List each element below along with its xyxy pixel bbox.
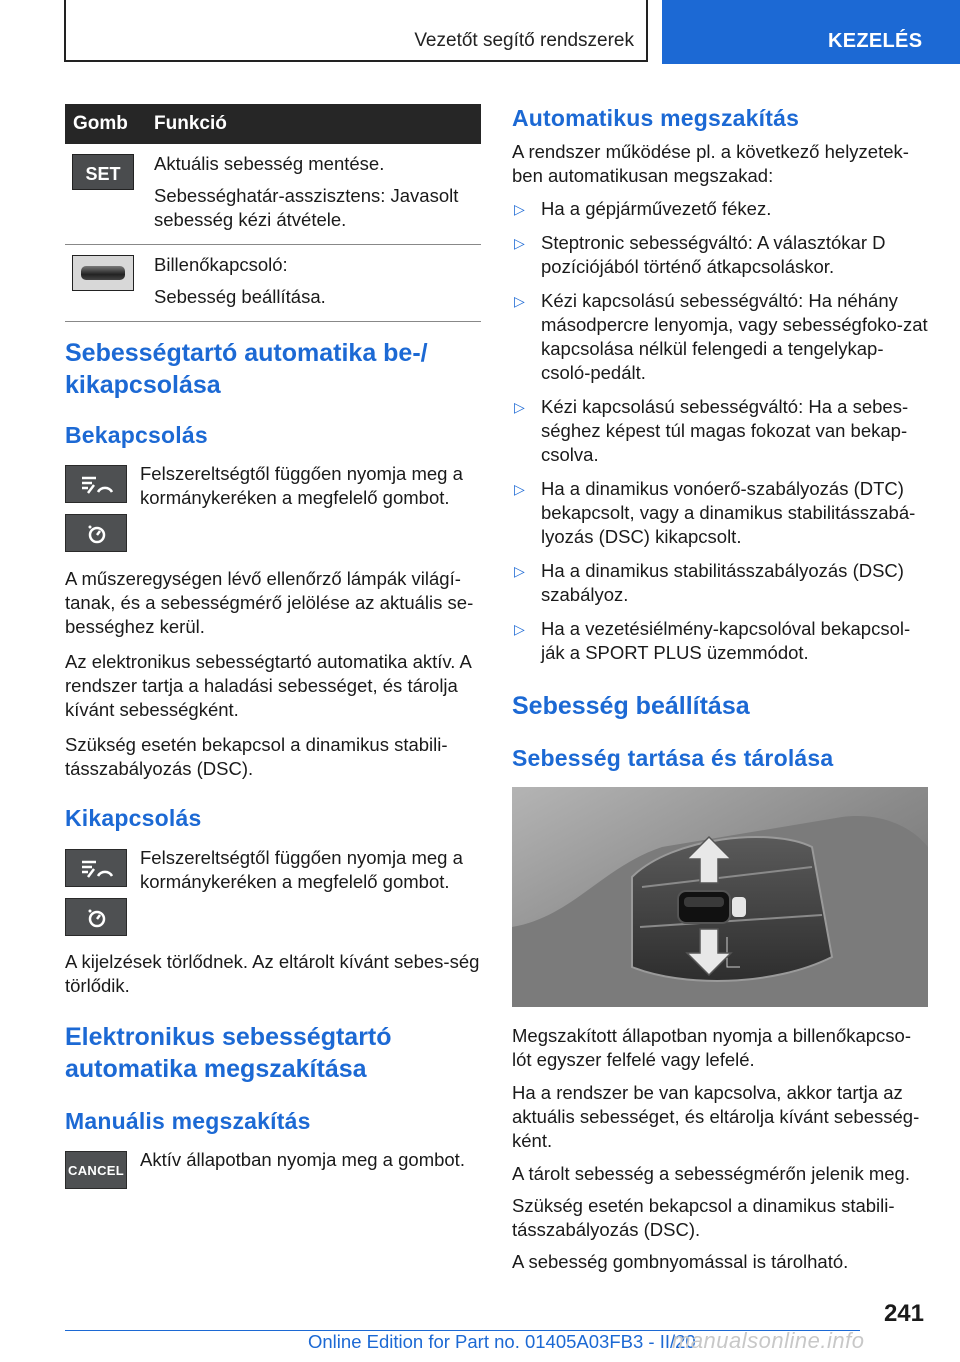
edition-text: Online Edition for Part no. 01405A03FB3 - II/20: [308, 1331, 696, 1352]
cancel-button-icon: CANCEL: [65, 1151, 127, 1189]
speed-limiter-icon: [65, 898, 127, 936]
function-text: Aktuális sebesség mentése.: [154, 153, 385, 174]
manual-interrupt-text: Aktív állapotban nyomja meg a gombot.: [140, 1149, 465, 1170]
watermark: manualsonline.info: [672, 1328, 865, 1353]
heading-interrupt: Elektronikus sebességtartó automatika megszakítása: [65, 1023, 392, 1083]
activation-text: Felszereltségtől függően nyomja meg a kormánykeréken a megfelelő gombot.: [140, 463, 463, 508]
list-item: ▷ Steptronic sebességváltó: A választókar D pozíciójából történő átkapcsoláskor.: [514, 232, 886, 277]
heading-speed-setting: Sebesség beállítása: [512, 692, 750, 720]
paragraph: Az elektronikus sebességtartó automatika aktív. A rendszer tartja a haladási sebességet, és tárolja kívánt sebességként.: [65, 651, 471, 720]
heading-auto-interrupt: Automatikus megszakítás: [512, 105, 800, 131]
heading-deactivation: Kikapcsolás: [65, 805, 202, 831]
deactivation-text: Felszereltségtől függően nyomja meg a kormánykeréken a megfelelő gombot.: [140, 847, 463, 892]
paragraph: Ha a rendszer be van kapcsolva, akkor tartja az aktuális sebességet, és eltárolja kívánt sebesség-ként.: [512, 1082, 920, 1151]
paragraph: A kijelzések törlődnek. Az eltárolt kívánt sebes-ség törlődik.: [65, 951, 480, 996]
list-item: ▷ Kézi kapcsolású sebességváltó: Ha néhány másodpercre lenyomja, vagy sebességfoko-zat kapcsolása nélkül felengedi a tengelykap-csoló-pedált.: [514, 290, 928, 383]
cruise-control-icon: [65, 465, 127, 503]
table-row: [65, 245, 481, 322]
heading-manual-interrupt: Manuális megszakítás: [65, 1108, 311, 1134]
heading-cruise-on-off: Sebességtartó automatika be-/ kikapcsolása: [65, 339, 428, 399]
paragraph: A műszeregységen lévő ellenőrző lámpák világí-tanak, és a sebességmérő jelölése az aktuális se-bességhez kerül.: [65, 568, 474, 637]
paragraph: A sebesség gombnyomással is tárolható.: [512, 1251, 849, 1272]
paragraph: Szükség esetén bekapcsol a dinamikus stabili-tásszabályozás (DSC).: [65, 734, 448, 779]
list-item: ▷ Ha a gépjárművezető fékez.: [514, 198, 772, 219]
speed-limiter-icon: [65, 514, 127, 552]
paragraph: A tárolt sebesség a sebességmérőn jelenik meg.: [512, 1163, 910, 1184]
steering-wheel-rocker-photo: [512, 787, 928, 1007]
list-item: ▷ Ha a dinamikus vonóerő-szabályozás (DTC) bekapcsolt, vagy a dinamikus stabilitásszabá-lyozás (DSC) kikapcsolt.: [514, 478, 916, 547]
list-item: ▷ Kézi kapcsolású sebességváltó: Ha a sebes-séghez képest túl magas fokozat van bekap-csolva.: [514, 396, 909, 465]
function-text: Sebesség beállítása.: [154, 286, 326, 307]
rocker-switch-icon: [72, 255, 134, 291]
section-title: Vezetőt segítő rendszerek: [414, 30, 634, 51]
function-text: Billenőkapcsoló:: [154, 254, 288, 275]
table-header-button: Gomb: [65, 104, 142, 144]
table-row: [65, 144, 481, 245]
page-number: 241: [883, 1300, 924, 1327]
set-button-icon: SET: [72, 154, 134, 190]
table-header-function: Funkció: [142, 104, 481, 144]
heading-activation: Bekapcsolás: [65, 422, 208, 448]
chapter-tab: [662, 0, 960, 64]
heading-speed-hold: Sebesség tartása és tárolása: [512, 745, 834, 771]
paragraph: Megszakított állapotban nyomja a billenőkapcso-lót egyszer felfelé vagy lefelé.: [512, 1025, 912, 1070]
button-function-table: [65, 104, 481, 322]
paragraph: Szükség esetén bekapcsol a dinamikus stabili-tásszabályozás (DSC).: [512, 1195, 895, 1240]
function-text: Sebességhatár-asszisztens: Javasolt sebesség kézi átvétele.: [154, 185, 459, 230]
paragraph: A rendszer működése pl. a következő helyzetek-ben automatikusan megszakad:: [512, 141, 909, 186]
header-section: [64, 0, 648, 62]
list-item: ▷ Ha a vezetésiélmény-kapcsolóval bekapcsol-ják a SPORT PLUS üzemmódot.: [514, 618, 911, 663]
list-item: ▷ Ha a dinamikus stabilitásszabályozás (DSC) szabályoz.: [514, 560, 904, 605]
chapter-title: KEZELÉS: [828, 30, 923, 52]
auto-interrupt-list: [512, 197, 928, 675]
cruise-control-icon: [65, 849, 127, 887]
